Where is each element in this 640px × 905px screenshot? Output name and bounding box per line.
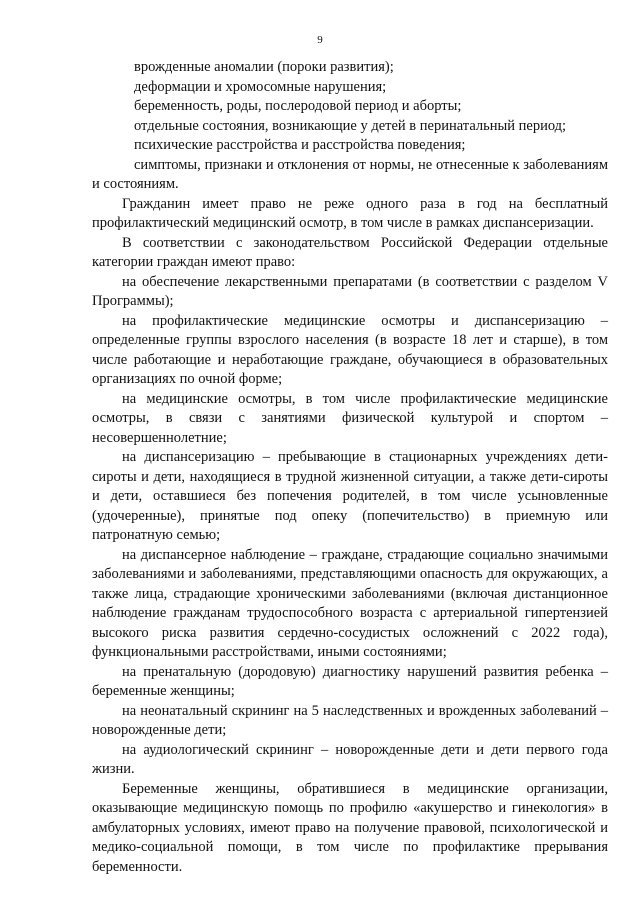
list-item: беременность, роды, послеродовой период и аборты; (134, 98, 462, 114)
list-item: отдельные состояния, возникающие у детей в перинатальный период; (134, 117, 567, 134)
paragraph: на профилактические медицинские осмотры и диспансеризацию – определенные группы взрослого населения (в возрасте 18 лет и старше), в том числе работающие и неработающие граждане, обучающиеся в образовательных организациях по очной форме; (92, 312, 608, 387)
paragraph: Беременные женщины, обратившиеся в медицинские организации, оказывающие медицинскую помощь по профилю «акушерство и гинекология» в амбулаторных условиях, имеют право на получение правовой, психологической и медико-социальной помощи, в том числе по профилактике прерывания беременности. (92, 780, 608, 875)
paragraph: на пренатальную (дородовую) диагностику нарушений развития ребенка – беременные женщины; (92, 663, 608, 699)
paragraph: на неонатальный скрининг на 5 наследственных и врожденных заболеваний – новорожденные дети; (92, 702, 608, 738)
paragraph: на медицинские осмотры, в том числе профилактические медицинские осмотры, в связи с занятиями физической культурой и спортом – несовершеннолетние; (92, 390, 608, 446)
document-body (92, 58, 608, 877)
list-item: симптомы, признаки и отклонения от нормы, не отнесенные к заболеваниям и состояниям. (92, 156, 608, 192)
paragraph: В соответствии с законодательством Российской Федерации отдельные категории граждан имеют право: (92, 234, 608, 270)
list-item: врожденные аномалии (пороки развития); (134, 59, 394, 75)
list-item: психические расстройства и расстройства поведения; (134, 137, 466, 153)
paragraph: на аудиологический скрининг – новорожденные дети и дети первого года жизни. (92, 741, 608, 777)
paragraph: Гражданин имеет право не реже одного раза в год на бесплатный профилактический медицинский осмотр, в том числе в рамках диспансеризации. (92, 195, 608, 231)
paragraph: на диспансеризацию – пребывающие в стационарных учреждениях дети-сироты и дети, находящиеся в трудной жизненной ситуации, а также дети-сироты и дети, оставшиеся без попечения родителей, в том числе усыновленные (удочеренные), принятые под опеку (попечительство) в приемную или патронатную семью; (92, 449, 608, 543)
paragraph: на обеспечение лекарственными препаратами (в соответствии с разделом V Программы); (92, 273, 608, 309)
paragraph: на диспансерное наблюдение – граждане, страдающие социально значимыми заболеваниями и заболеваниями, представляющими опасность для окружающих, а также лица, страдающие хроническими заболеваниями (включая дистанционное наблюдение гражданам трудоспособного возраста с артериальной гипертензией высокого риска развития сердечно-сосудистых осложнений с 2022 года), функциональными расстройствами, иными состояниями; (92, 546, 608, 660)
page-number: 9 (317, 34, 323, 46)
list-item: деформации и хромосомные нарушения; (134, 78, 387, 95)
